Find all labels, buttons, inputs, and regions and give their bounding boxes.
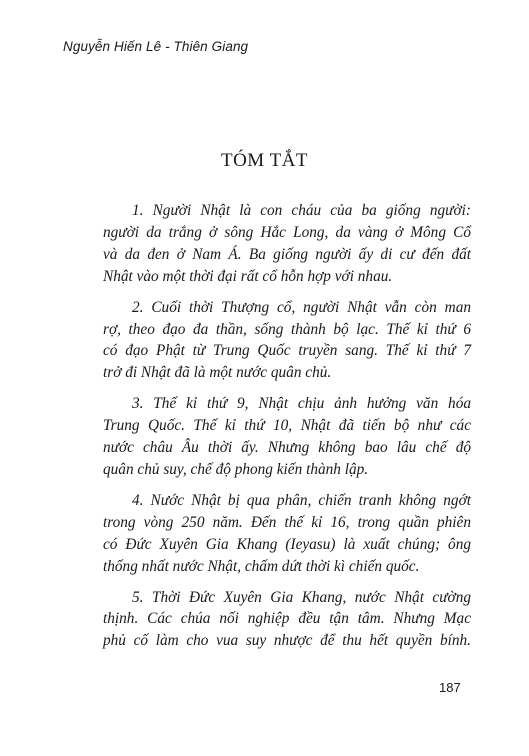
summary-paragraph-2: [103, 297, 471, 385]
paragraph-line: 1. Người Nhật là con cháu của ba giống người:: [132, 202, 471, 219]
summary-paragraph-4: [103, 490, 471, 578]
paragraph-line: 2. Cuối thời Thượng cổ, người Nhật vẫn còn man: [132, 298, 471, 316]
paragraph-line: trở đi Nhật đã là một nước quân chủ.: [103, 364, 332, 382]
running-header: Nguyễn Hiến Lê - Thiên Giang: [63, 39, 249, 54]
paragraph-line: phủ cố làm cho vua suy nhược để thu hết quyền bính.: [103, 632, 471, 650]
summary-paragraph-1: [103, 200, 471, 288]
paragraph-line: và da đen ở Nam Á. Ba giống người ấy di cư đến đất: [103, 245, 471, 263]
paragraph-line: rợ, theo đạo đa thần, sống thành bộ lạc. Thế kỉ thứ 6: [103, 320, 471, 338]
page-number: 187: [439, 680, 461, 695]
paragraph-line: trong vòng 250 năm. Đến thế kỉ 16, trong quần phiên: [103, 513, 471, 531]
summary-body: [103, 200, 471, 661]
summary-paragraph-3: [103, 393, 471, 481]
paragraph-line: 5. Thời Đức Xuyên Gia Khang, nước Nhật cường: [132, 588, 471, 606]
section-title: TÓM TẮT: [220, 150, 309, 171]
paragraph-line: 3. Thế kỉ thứ 9, Nhật chịu ảnh hưởng văn hóa: [132, 395, 471, 413]
paragraph-line: người da trắng ở sông Hắc Long, da vàng ở Mông Cổ: [103, 223, 471, 241]
paragraph-line: quân chủ suy, chế độ phong kiến thành lập.: [103, 460, 369, 478]
paragraph-line: nước châu Âu thời ấy. Nhưng không bao lâu chế độ: [103, 439, 471, 457]
paragraph-line: có đạo Phật từ Trung Quốc truyền sang. Thế kỉ thứ 7: [103, 342, 471, 360]
paragraph-line: thịnh. Các chúa nối nghiệp đều tận tâm. Nhưng Mạc: [103, 610, 471, 628]
paragraph-line: Trung Quốc. Thế kỉ thứ 10, Nhật đã tiến bộ như các: [103, 417, 471, 435]
summary-paragraph-5: [103, 587, 471, 653]
paragraph-line: thống nhất nước Nhật, chấm dứt thời kì chiến quốc.: [103, 557, 420, 575]
paragraph-line: có Đức Xuyên Gia Khang (Ieyasu) là xuất chúng; ông: [103, 535, 471, 553]
paragraph-line: Nhật vào một thời đại rất cổ hỗn hợp với nhau.: [103, 267, 393, 285]
paragraph-line: 4. Nước Nhật bị qua phân, chiến tranh không ngớt: [132, 491, 471, 509]
